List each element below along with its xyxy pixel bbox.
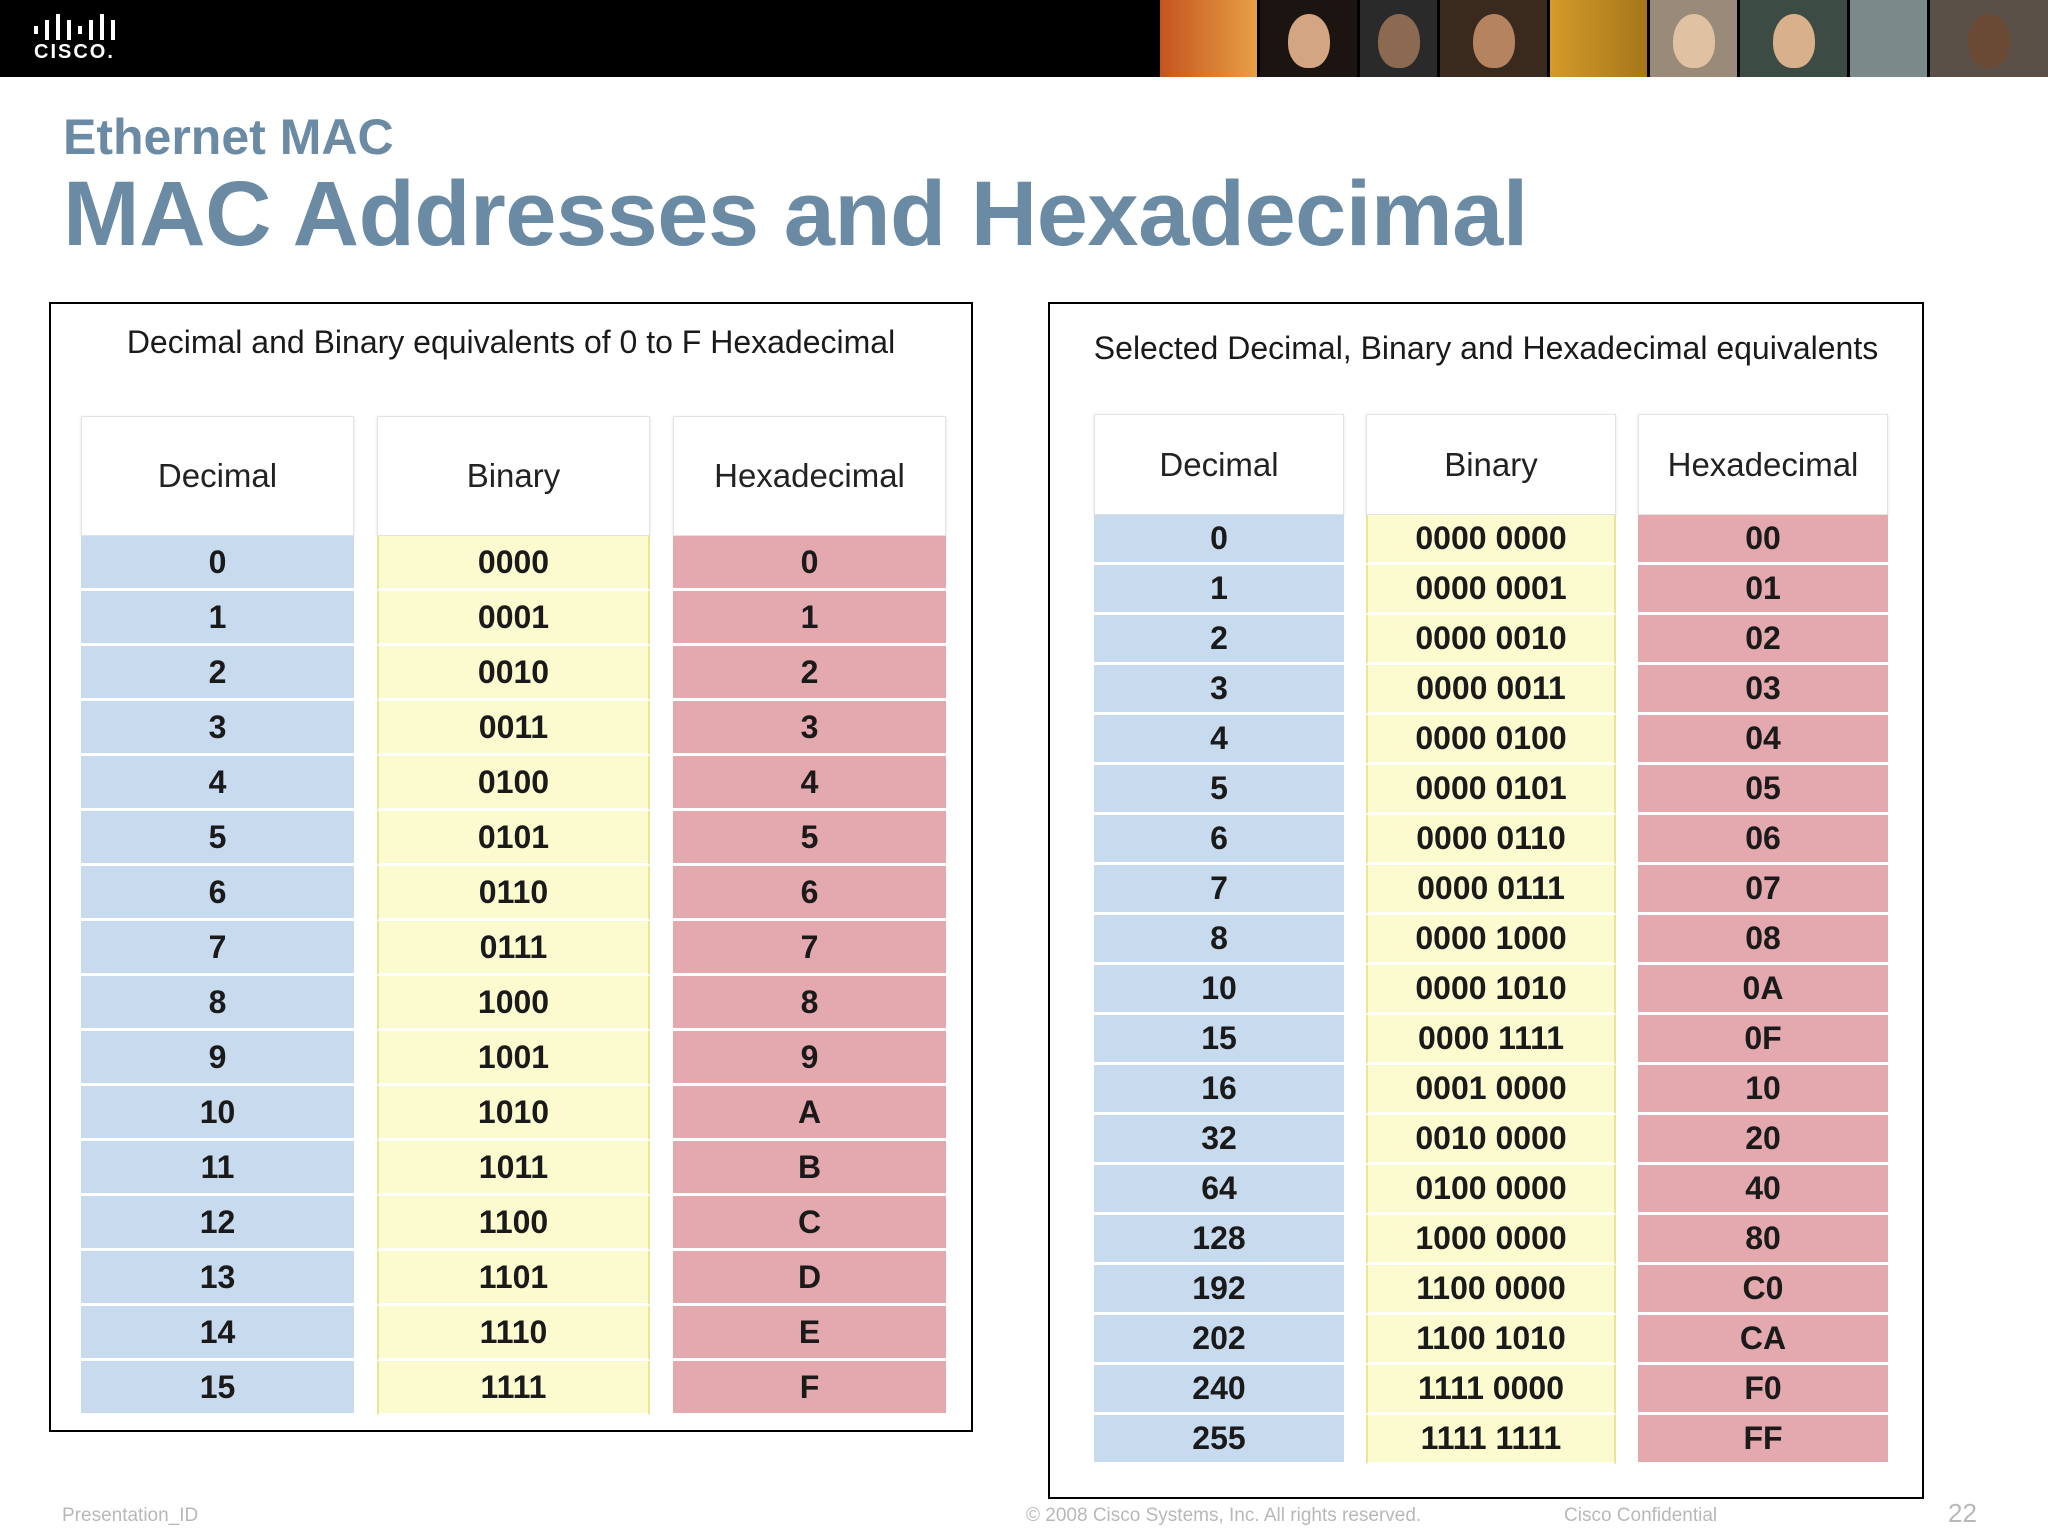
table-cell: 1 <box>1094 565 1344 615</box>
table-cell: 2 <box>1094 615 1344 665</box>
table-caption: Selected Decimal, Binary and Hexadecimal equivalents <box>1093 330 1879 366</box>
table-cell: 7 <box>673 921 946 976</box>
table-cell: 3 <box>673 701 946 756</box>
binary-column <box>377 416 650 1412</box>
binary-cells <box>1366 515 1616 1465</box>
hexadecimal-column <box>1638 414 1888 1477</box>
table-cell: 3 <box>81 701 354 756</box>
table-cell: 4 <box>673 756 946 811</box>
table-cell: D <box>673 1251 946 1306</box>
footer-presentation-id: Presentation_ID <box>62 1505 199 1526</box>
decimal-column <box>81 416 354 1412</box>
binary-column <box>1366 414 1616 1477</box>
table-cell: 3 <box>1094 665 1344 715</box>
table-cell: 1001 <box>377 1031 650 1086</box>
table-cell: A <box>673 1086 946 1141</box>
table-cell: 1100 0000 <box>1366 1265 1616 1315</box>
table-cell: 1 <box>81 591 354 646</box>
photo <box>1360 0 1440 77</box>
table-cell: 1000 0000 <box>1366 1215 1616 1265</box>
table-cell: 7 <box>81 921 354 976</box>
table-cell: 0000 0011 <box>1366 665 1616 715</box>
table-cell: 4 <box>1094 715 1344 765</box>
table-cell: 0 <box>673 536 946 591</box>
table-cell: 0100 0000 <box>1366 1165 1616 1215</box>
table-cell: 9 <box>673 1031 946 1086</box>
page-number: 22 <box>1948 1498 1977 1528</box>
table-cell: 0000 <box>377 536 650 591</box>
table-cell: 06 <box>1638 815 1888 865</box>
table-cell: 192 <box>1094 1265 1344 1315</box>
table-cell: 15 <box>1094 1015 1344 1065</box>
column-header-binary: Binary <box>1366 414 1616 515</box>
slide-title: MAC Addresses and Hexadecimal <box>63 163 1528 265</box>
column-header-binary: Binary <box>377 416 650 536</box>
table-cell: C <box>673 1196 946 1251</box>
table-cell: 1100 <box>377 1196 650 1251</box>
hex-table-panel-left <box>49 302 973 1432</box>
table-cell: 0111 <box>377 921 650 976</box>
table-cell: 0000 1111 <box>1366 1015 1616 1065</box>
table-cell: 7 <box>1094 865 1344 915</box>
table-cell: 00 <box>1638 515 1888 565</box>
table-cell: CA <box>1638 1315 1888 1365</box>
table-cell: 0000 0010 <box>1366 615 1616 665</box>
table-cell: 1010 <box>377 1086 650 1141</box>
photo <box>1550 0 1650 77</box>
hexadecimal-cells <box>1638 515 1888 1465</box>
table-cell: 2 <box>81 646 354 701</box>
table-cell: 14 <box>81 1306 354 1361</box>
table-cell: 10 <box>1638 1065 1888 1115</box>
photo <box>1160 0 1260 77</box>
table-cell: 0001 0000 <box>1366 1065 1616 1115</box>
table-cell: 202 <box>1094 1315 1344 1365</box>
hexadecimal-column <box>673 416 946 1412</box>
table-cell: 1000 <box>377 976 650 1031</box>
table-cell: 1101 <box>377 1251 650 1306</box>
table-cell: 0110 <box>377 866 650 921</box>
cisco-bridge-icon <box>32 14 122 40</box>
table-cell: 9 <box>81 1031 354 1086</box>
table-cell: 10 <box>1094 965 1344 1015</box>
photo <box>1440 0 1550 77</box>
table-cell: 8 <box>1094 915 1344 965</box>
table-cell: 0000 0000 <box>1366 515 1616 565</box>
cisco-logo <box>30 14 122 64</box>
table-cell: 1 <box>673 591 946 646</box>
table-cell: 0011 <box>377 701 650 756</box>
decimal-column <box>1094 414 1344 1477</box>
table-cell: 1100 1010 <box>1366 1315 1616 1365</box>
table-cell: 20 <box>1638 1115 1888 1165</box>
table-cell: 64 <box>1094 1165 1344 1215</box>
table-cell: FF <box>1638 1415 1888 1465</box>
table-cell: 0F <box>1638 1015 1888 1065</box>
table-cell: 0000 0101 <box>1366 765 1616 815</box>
table-cell: 13 <box>81 1251 354 1306</box>
table-cell: 240 <box>1094 1365 1344 1415</box>
table-cell: 8 <box>673 976 946 1031</box>
table-cell: 07 <box>1638 865 1888 915</box>
column-header-hexadecimal: Hexadecimal <box>1638 414 1888 515</box>
table-cell: 0 <box>81 536 354 591</box>
header-bar <box>0 0 2048 77</box>
table-cell: 255 <box>1094 1415 1344 1465</box>
column-header-decimal: Decimal <box>81 416 354 536</box>
table-cell: 0010 <box>377 646 650 701</box>
table-cell: 6 <box>1094 815 1344 865</box>
table-cell: 8 <box>81 976 354 1031</box>
table-cell: C0 <box>1638 1265 1888 1315</box>
cisco-logo-text: CISCO. <box>34 41 115 63</box>
photo <box>1260 0 1360 77</box>
photo <box>1850 0 1930 77</box>
decimal-cells <box>81 536 354 1416</box>
table-cell: 0A <box>1638 965 1888 1015</box>
table-cell: 0000 0100 <box>1366 715 1616 765</box>
table-cell: 80 <box>1638 1215 1888 1265</box>
footer-confidential: Cisco Confidential <box>1564 1505 1718 1526</box>
table-cell: 5 <box>673 811 946 866</box>
table-cell: 128 <box>1094 1215 1344 1265</box>
photo <box>1930 0 2048 77</box>
table-cell: F <box>673 1361 946 1416</box>
table-cell: 02 <box>1638 615 1888 665</box>
table-cell: 0000 1000 <box>1366 915 1616 965</box>
table-cell: 0000 0001 <box>1366 565 1616 615</box>
table-cell: 10 <box>81 1086 354 1141</box>
table-cell: 5 <box>1094 765 1344 815</box>
table-cell: 08 <box>1638 915 1888 965</box>
hexadecimal-cells <box>673 536 946 1416</box>
footer-copyright: © 2008 Cisco Systems, Inc. All rights reserved. <box>1026 1505 1422 1526</box>
table-cell: 0100 <box>377 756 650 811</box>
table-cell: 0000 0110 <box>1366 815 1616 865</box>
column-header-decimal: Decimal <box>1094 414 1344 515</box>
table-cell: 03 <box>1638 665 1888 715</box>
decimal-cells <box>1094 515 1344 1465</box>
table-cell: 0101 <box>377 811 650 866</box>
photo <box>1650 0 1740 77</box>
table-cell: 40 <box>1638 1165 1888 1215</box>
table-cell: 5 <box>81 811 354 866</box>
table-cell: 1111 0000 <box>1366 1365 1616 1415</box>
table-cell: 0000 1010 <box>1366 965 1616 1015</box>
table-cell: 0010 0000 <box>1366 1115 1616 1165</box>
table-cell: 1111 1111 <box>1366 1415 1616 1465</box>
table-cell: B <box>673 1141 946 1196</box>
table-cell: 0000 0111 <box>1366 865 1616 915</box>
table-caption: Decimal and Binary equivalents of 0 to F Hexadecimal <box>126 324 896 360</box>
table-cell: 16 <box>1094 1065 1344 1115</box>
table-cell: 12 <box>81 1196 354 1251</box>
table-cell: 05 <box>1638 765 1888 815</box>
table-cell: 2 <box>673 646 946 701</box>
table-cell: 6 <box>81 866 354 921</box>
table-cell: F0 <box>1638 1365 1888 1415</box>
column-header-hexadecimal: Hexadecimal <box>673 416 946 536</box>
hex-table-panel-right <box>1048 302 1924 1499</box>
table-cell: 15 <box>81 1361 354 1416</box>
table-cell: 11 <box>81 1141 354 1196</box>
table-cell: 1011 <box>377 1141 650 1196</box>
binary-cells <box>377 536 650 1416</box>
table-cell: 0001 <box>377 591 650 646</box>
photo-strip <box>1160 0 2048 77</box>
table-cell: 1110 <box>377 1306 650 1361</box>
slide-subtitle: Ethernet MAC <box>63 109 394 165</box>
table-cell: 1111 <box>377 1361 650 1416</box>
table-cell: E <box>673 1306 946 1361</box>
table-cell: 0 <box>1094 515 1344 565</box>
photo <box>1740 0 1850 77</box>
table-cell: 32 <box>1094 1115 1344 1165</box>
table-cell: 01 <box>1638 565 1888 615</box>
table-cell: 4 <box>81 756 354 811</box>
table-cell: 04 <box>1638 715 1888 765</box>
table-cell: 6 <box>673 866 946 921</box>
